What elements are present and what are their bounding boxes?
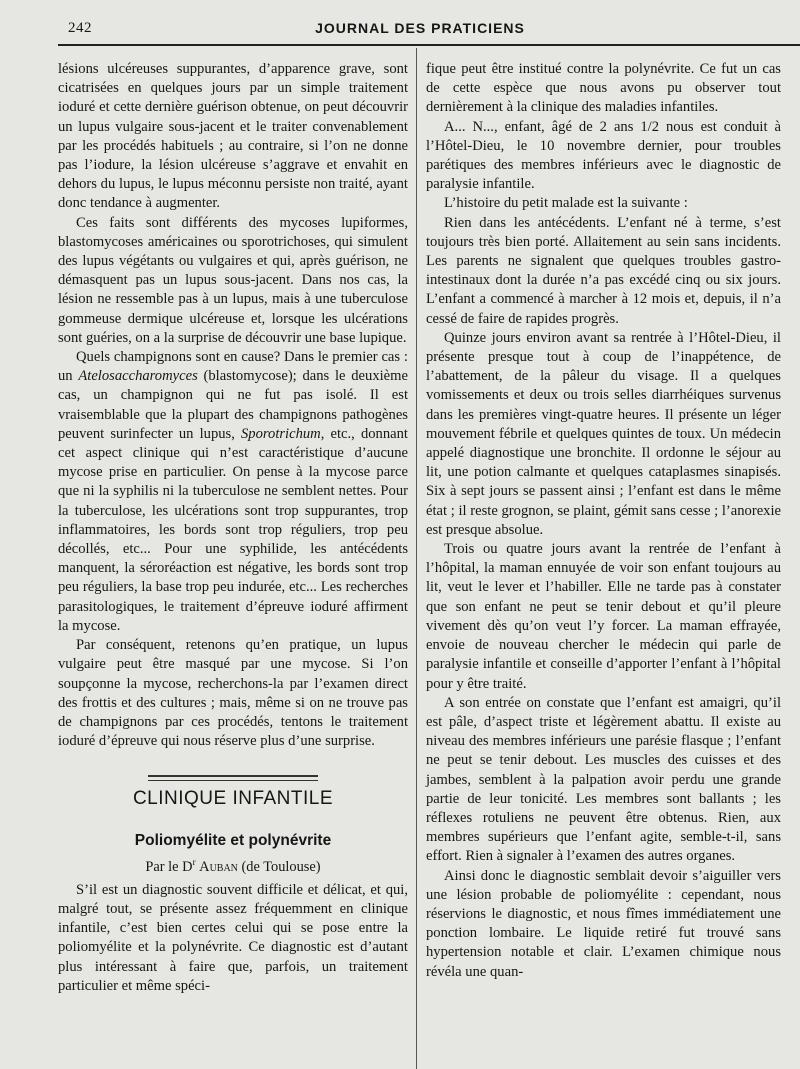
page-number: 242: [68, 20, 92, 36]
header-rule: [58, 44, 800, 46]
paragraph: Trois ou quatre jours avant la rentrée de l’enfant à l’hôpital, la maman ennuyée de voir son enfant toujours au lit, veut le lever et l’habiller. Elle ne tarde pas à constater que son enfant ne peut se tenir debout et qu’il pleure vivement dès qu’on veut l’y forcer. La maman effrayée, envoie de nouveau chercher le médecin qui parle de paralysie infantile et conseille d’apporter l’enfant à l’hôpital pour y être traité.: [426, 541, 781, 692]
left-column: [58, 60, 408, 996]
byline: Par le $D^r$ Auban (de Toulouse): [145, 856, 321, 875]
paragraph: S’il est un diagnostic souvent difficile et délicat, et qui, malgré tout, se présente assez fréquemment en clinique infantile, c’est bien certes celui qui se pose entre la poliomyélite et la polynévrite. Ce diagnostic est d’autant plus intéressant à faire que, parfois, un traitement particulier et même spéci-: [58, 881, 408, 994]
paragraph: A... N..., enfant, âgé de 2 ans 1/2 nous est conduit à l’Hôtel-Dieu, le 10 novembre dernier, pour troubles parétiques des membres inférieurs avec le diagnostic de paralysie infantile.: [426, 118, 781, 193]
paragraph: L’histoire du petit malade est la suivante :: [444, 195, 688, 212]
paragraph: Ces faits sont différents des mycoses lupiformes, blastomycoses américaines ou sporotrichoses, qui simulent des lupus végétants ou vulgaires et qui, après guérison, ne démasquent pas un lupus sous-jacent. Dans nos cas, la lésion ne ressemble pas à un lupus, mais à une tuberculose gommeuse dermique ulcéreuse et, lorsque les ulcérations sont guéries, on a la surprise de découvrir une base lupique.: [58, 214, 408, 346]
section-divider: [148, 775, 318, 781]
paragraph: fique peut être institué contre la polynévrite. Ce fut un cas de cette espèce que nous avons pu observer tout dernièrement à la clinique des maladies infantiles.: [426, 61, 781, 116]
paragraph: lésions ulcéreuses suppurantes, d’apparence grave, sont cicatrisées en quelques jours par un simple traitement ioduré et cette dernière guérison obtenue, on peut découvrir un lupus vulgaire sous-jacent et le traiter convenablement par les procédés habituels ; au contraire, si l’on ne donne pas l’iodure, la lésion ulcéreuse s’aggrave et envahit en dehors du lupus, le lupus méconnu persiste non traité, ayant donc tendance à augmenter.: [58, 61, 408, 212]
paragraph: Rien dans les antécédents. L’enfant né à terme, s’est toujours très bien porté. Allaitement au sein sans incidents. Les parents ne signalent que quelques troubles gastro-intestinaux dont la durée n’a pas excédé cinq ou six jours. L’enfant a commencé à marcher à 12 mois et, depuis, il n’a cessé de faire de rapides progrès.: [426, 214, 781, 327]
italic-term: Sporotrichum: [241, 425, 321, 442]
paragraph: Par conséquent, retenons qu’en pratique, un lupus vulgaire peut être masqué par une mycose. Si l’on soupçonne la mycose, recherchons-la par l’examen direct des frottis et des cultures ; mais, même si on ne trouve pas de champignons par ces procédés, tentons le traitement ioduré d’épreuve qui nous réserve plus d’une surprise.: [58, 637, 408, 750]
author-name: Auban: [199, 858, 238, 875]
right-column: [426, 60, 781, 982]
paragraph: Quels champignons sont en cause? Dans le premier cas : un Atelosaccharomyces (blastomycose); dans le deuxième cas, un champignon qui ne fut pas isolé. Il est vraisemblable que la plupart des champignons pathogènes peuvent surinfecter un lupus, Sporotrichum, etc., donnant cet aspect clinique qui n’est caractéristique d’aucune mycose prise en particulier. On pense à la mycose parce que ni la syphilis ni la tuberculose ne semblent nettes. Pour la tuberculose, les ulcérations sont trop suppurantes, trop inflammatoires, les bords sont trop réguliers, trop peu décollés, etc... Pour une syphilide, les antécédents manquent, la séroréaction est négative, les bords sont trop peu réguliers, la base trop peu indurée, etc... Les recherches parasitologiques, le traitement d’épreuve ioduré affirment la mycose.: [58, 349, 408, 634]
page-header: [58, 14, 782, 36]
article-title: Poliomyélite et polynévrite: [134, 831, 332, 849]
column-divider: [416, 48, 417, 1069]
paragraph: Quinze jours environ avant sa rentrée à l’Hôtel-Dieu, il présente presque tout à coup de l’inappétence, de l’abattement, de la pâleur du visage. Il a quelques vomissements et deux ou trois selles diarrhéiques survenus dans les premières vingt-quatre heures. Il présente un léger mouvement fébrile et quelques quintes de toux. Un médecin appelé diagnostique une bronchite. Il ordonne le séjour au lit, une potion calmante et quelques cataplasmes sinapisés. Six à sept jours se passent ainsi ; l’enfant est dans le même état ; il reste grognon, se plaint, gémit sans cesse ; l’anorexie est presque absolue.: [426, 329, 781, 538]
paragraph: A son entrée on constate que l’enfant est amaigri, qu’il est pâle, d’aspect triste et légèrement abattu. Il existe au niveau des membres inférieurs une parésie flasque ; l’enfant ne peut se tenir debout. Les muscles des cuisses et des jambes, semblent à la palpation avoir perdu une grande partie de leur tonicité. Les membres sont ballants ; les réflexes rotuliens ne peuvent être obtenus. Rien, aux membres supérieurs que l’enfant agite, semble-t-il, sans effort. Rien à signaler à l’examen des autres organes.: [426, 694, 781, 865]
journal-title: JOURNAL DES PRATICIENS: [315, 20, 525, 36]
section-title: CLINIQUE INFANTILE: [132, 788, 334, 810]
paragraph: Ainsi donc le diagnostic semblait devoir s’aiguiller vers une lésion probable de poliomyélite : cependant, nous réservions le diagnostic, et nous fîmes immédiatement une ponction lombaire. Le liquide retiré fut trouvé sans hypertension notable et clair. L’examen chimique nous révéla une quan-: [426, 867, 781, 980]
italic-term: Atelosaccharomyces: [78, 368, 198, 385]
